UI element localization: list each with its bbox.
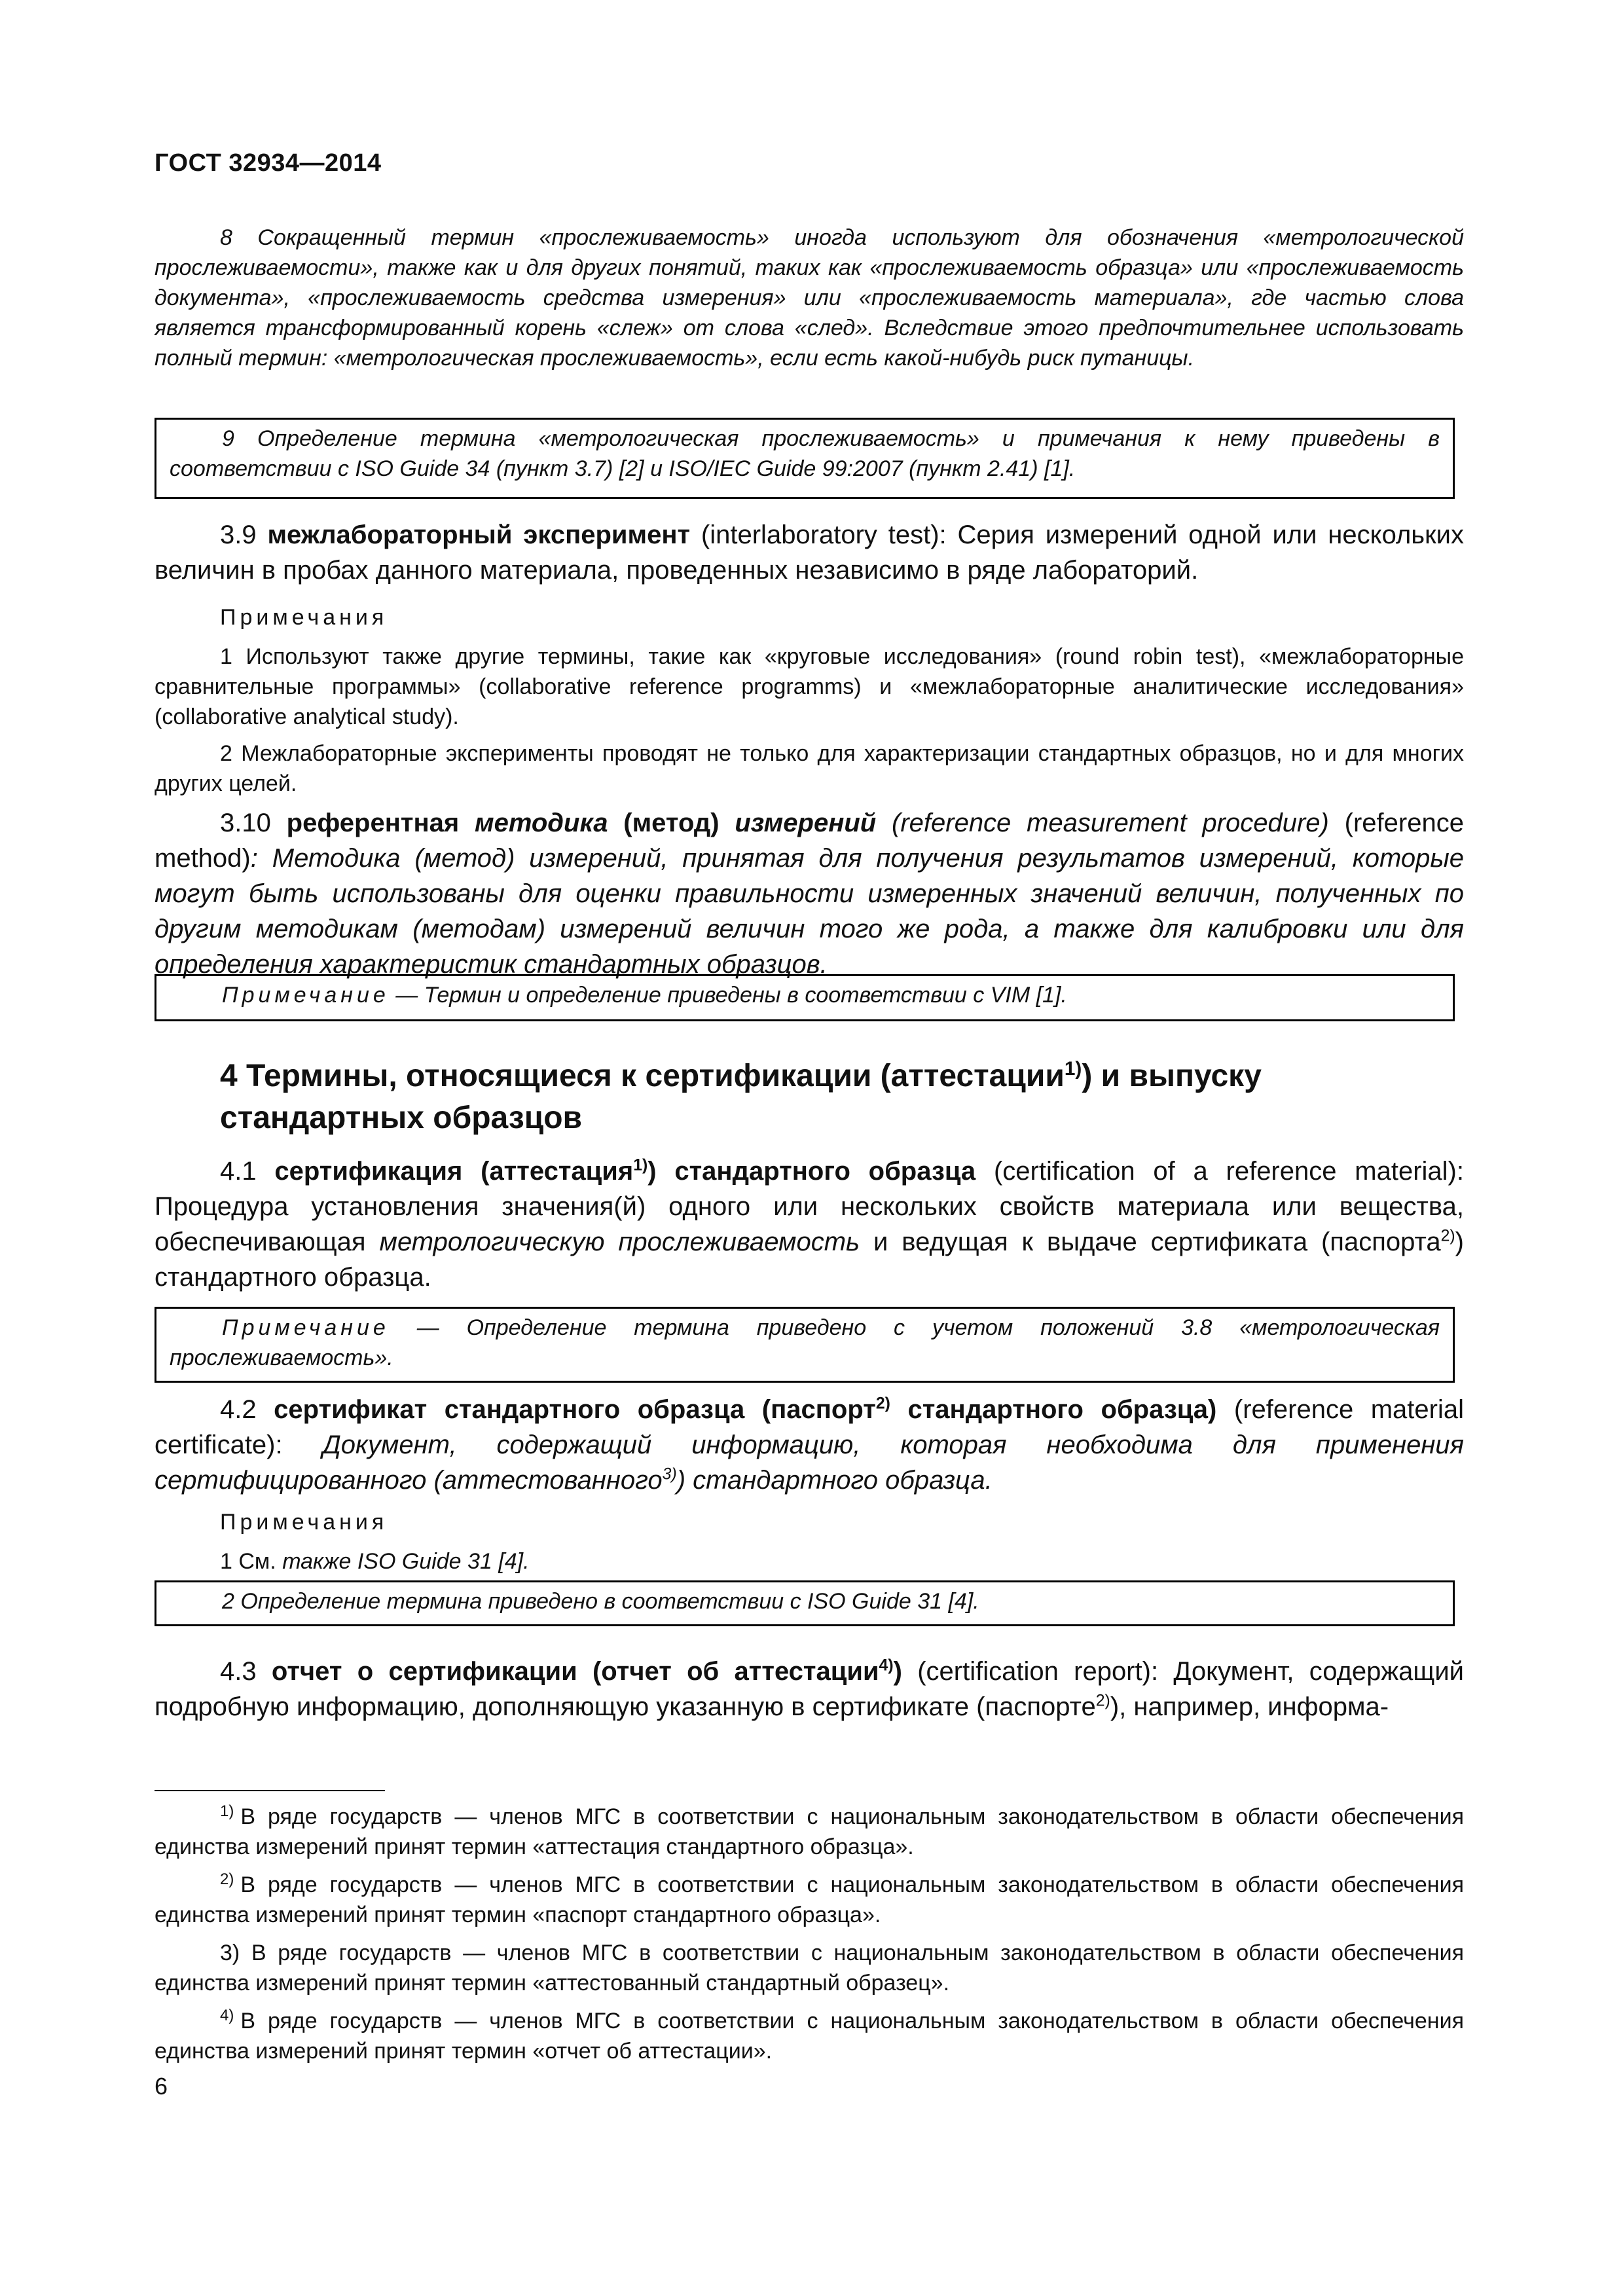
note-4-1-box — [155, 1307, 1455, 1383]
footnote-1-text: В ряде государств — членов МГС в соответствии с национальным законодательством в области обеспечения единства измерений принят термин «аттестация стандартного образца». — [155, 1804, 1464, 1859]
term-3-10-colon: : — [250, 844, 258, 873]
term-4-1-term-a: сертификация (аттестация — [274, 1157, 634, 1186]
term-3-10-english: (reference measurement procedure) — [892, 809, 1329, 837]
footnote-4 — [155, 2006, 1464, 2066]
standard-header: ГОСТ 32934—2014 — [155, 149, 382, 177]
term-3-9-paragraph — [155, 517, 1464, 588]
term-3-10-definition: Методика (метод) измерений, принятая для получения результатов измерений, которые могут быть использованы для оценки правильности измеренных значений величин, полученных по другим методикам (методам) измерений величин того же рода, а также для калибровки или для определения характеристик стандартных образцов. — [155, 844, 1464, 979]
term-4-1 — [155, 1154, 1464, 1295]
term-4-3-number: 4.3 — [220, 1657, 257, 1686]
term-4-1-def-sup: 2) — [1440, 1227, 1455, 1245]
term-4-1-def-b: и ведущая к выдаче сертификата (паспорта — [873, 1228, 1441, 1256]
term-4-1-paragraph — [155, 1154, 1464, 1295]
term-4-3-term-sup: 4) — [879, 1656, 894, 1675]
term-3-10-paragraph — [155, 805, 1464, 982]
term-4-3-def-b: ), например, информа- — [1110, 1692, 1389, 1721]
term-3-10-term-d: измерений — [735, 809, 877, 837]
notes-3-9 — [155, 602, 1464, 799]
term-3-10-number: 3.10 — [220, 809, 271, 837]
term-3-10-term-a: референтная — [286, 809, 460, 837]
term-4-1-term-sup: 1) — [633, 1156, 648, 1175]
term-3-10 — [155, 805, 1464, 982]
term-3-9-term: межлабораторный эксперимент — [267, 520, 691, 549]
term-4-1-def-c: ) стандартного образца. — [155, 1228, 1464, 1292]
term-4-1-number: 4.1 — [220, 1157, 257, 1186]
term-4-2-english: (reference material certificate): — [155, 1395, 1464, 1459]
term-3-10-term-b: методика — [475, 809, 608, 837]
note-3-10-body: — Термин и определение приведены в соответствии с VIM [1]. — [389, 983, 1067, 1008]
term-4-2-def-b: ) стандартного образца. — [676, 1466, 993, 1495]
term-3-9-number: 3.9 — [220, 520, 257, 549]
term-4-2-term-sup: 2) — [875, 1394, 890, 1413]
footnote-2-text: В ряде государств — членов МГС в соответствии с национальным законодательством в области обеспечения единства измерений принят термин «паспорт стандартного образца». — [155, 1872, 1464, 1927]
term-3-10-term-c: (метод) — [623, 809, 720, 837]
note-4-1-body: — Определение термина приведено с учетом положений 3.8 «метрологическая прослеживаемость». — [170, 1315, 1440, 1370]
notes-4-2-note-1 — [155, 1546, 1464, 1576]
term-3-10-english-2: (reference method) — [155, 809, 1464, 873]
term-4-2-term-b: стандартного образца) — [907, 1395, 1217, 1424]
note-3-10-label: Примечание — [222, 983, 390, 1008]
term-4-1-def-italic: метрологическую прослеживаемость — [379, 1228, 860, 1256]
footnote-1 — [155, 1802, 1464, 1862]
section-4-title-sup: 1) — [1064, 1058, 1082, 1080]
section-4-heading — [220, 1055, 1451, 1139]
notes-3-9-heading: Примечания — [220, 605, 388, 630]
term-3-9-definition: Серия измерений одной или нескольких величин в пробах данного материала, проведенных независимо в ряде лабораторий. — [155, 520, 1464, 585]
note-4-2-box — [155, 1580, 1455, 1626]
footnote-rule — [155, 1790, 385, 1791]
term-4-1-term-b: ) стандартного образца — [647, 1157, 976, 1186]
term-4-2-number: 4.2 — [220, 1395, 257, 1424]
term-4-2-term-a: сертификат стандартного образца (паспорт — [274, 1395, 876, 1424]
term-4-2-def-sup: 3) — [662, 1465, 677, 1484]
term-4-1-english: (certification of a reference material): — [993, 1157, 1464, 1186]
footnote-3-mark: 3) — [220, 1941, 240, 1965]
term-3-9-english: (interlaboratory test): — [701, 520, 947, 549]
term-4-3-paragraph — [155, 1654, 1464, 1724]
notes-4-2-note-1-a: 1 См. — [220, 1549, 276, 1574]
term-4-2-paragraph — [155, 1392, 1464, 1498]
footnote-3 — [155, 1938, 1464, 1998]
term-4-3-term-b: ) — [893, 1657, 902, 1686]
page-number: 6 — [155, 2073, 168, 2100]
term-4-3-english: (certification report): — [917, 1657, 1159, 1686]
term-4-3 — [155, 1654, 1464, 1724]
term-4-3-def-sup: 2) — [1095, 1692, 1110, 1710]
footnote-2 — [155, 1870, 1464, 1930]
term-4-3-term-a: отчет о сертификации (отчет об аттестации — [271, 1657, 879, 1686]
note-9-text: 9 Определение термина «метрологическая прослеживаемость» и примечания к нему приведены в соответствии с ISO Guide 34 (пункт 3.7) [2] и ISO/IEC Guide 99:2007 (пункт 2.41) [1]. — [170, 426, 1440, 481]
notes-4-2-note-2: 2 Определение термина приведено в соответствии с ISO Guide 31 [4]. — [222, 1589, 979, 1614]
term-4-2 — [155, 1392, 1464, 1498]
term-4-1-def-a: Процедура установления значения(й) одного или нескольких свойств материала или вещества, обеспечивающая — [155, 1192, 1464, 1256]
notes-4-2-note-1-b: также ISO Guide 31 [4]. — [282, 1549, 530, 1574]
note-8 — [155, 223, 1464, 373]
term-4-3-def-a: Документ, содержащий подробную информацию, дополняющую указанную в сертификате (паспорте — [155, 1657, 1465, 1721]
footnote-4-text: В ряде государств — членов МГС в соответствии с национальным законодательством в области обеспечения единства измерений принят термин «отчет об аттестации». — [155, 2009, 1464, 2064]
footnote-3-text: В ряде государств — членов МГС в соответствии с национальным законодательством в области обеспечения единства измерений принят термин «аттестованный стандартный образец». — [155, 1941, 1464, 1995]
section-4-title-b: ) и выпуску стандартных образцов — [220, 1059, 1262, 1135]
footnote-4-mark: 4) — [220, 2006, 234, 2024]
note-3-10-text — [170, 980, 1440, 1010]
note-4-1-label: Примечание — [222, 1315, 390, 1340]
footnote-2-mark: 2) — [220, 1870, 234, 1888]
footnote-1-mark: 1) — [220, 1802, 234, 1820]
notes-3-9-note-1: 1 Используют также другие термины, такие как «круговые исследования» (round robin test), «межлабораторные сравнительные программы» (collaborative reference programms) и «межлабораторные аналитические исследования» (collaborative analytical study). — [155, 644, 1464, 729]
note-8-text: 8 Сокращенный термин «прослеживаемость» иногда используют для обозначения «метрологической прослеживаемости», также как и для других понятий, таких как «прослеживаемость образца» или «прослеживаемость документа», «прослеживаемость средства измерения» или «прослеживаемость материала», где частью слова является трансформированный корень «слеж» от слова «след». Вследствие этого предпочтительнее использовать полный термин: «метрологическая прослеживаемость», если есть какой-нибудь риск путаницы. — [155, 225, 1464, 371]
section-4-title-a: 4 Термины, относящиеся к сертификации (аттестации — [220, 1059, 1065, 1093]
term-4-2-def-a: Документ, содержащий информацию, которая необходима для применения сертифицированного (аттестованного — [155, 1430, 1464, 1495]
note-9-box — [155, 418, 1455, 499]
footnotes — [155, 1802, 1464, 2066]
note-3-10-box — [155, 974, 1455, 1021]
note-4-1-text — [170, 1313, 1440, 1373]
term-3-9 — [155, 517, 1464, 588]
notes-3-9-note-2: 2 Межлабораторные эксперименты проводят не только для характеризации стандартных образцов, но и для многих других целей. — [155, 741, 1464, 796]
notes-4-2 — [155, 1507, 1464, 1576]
notes-4-2-heading: Примечания — [220, 1510, 388, 1535]
